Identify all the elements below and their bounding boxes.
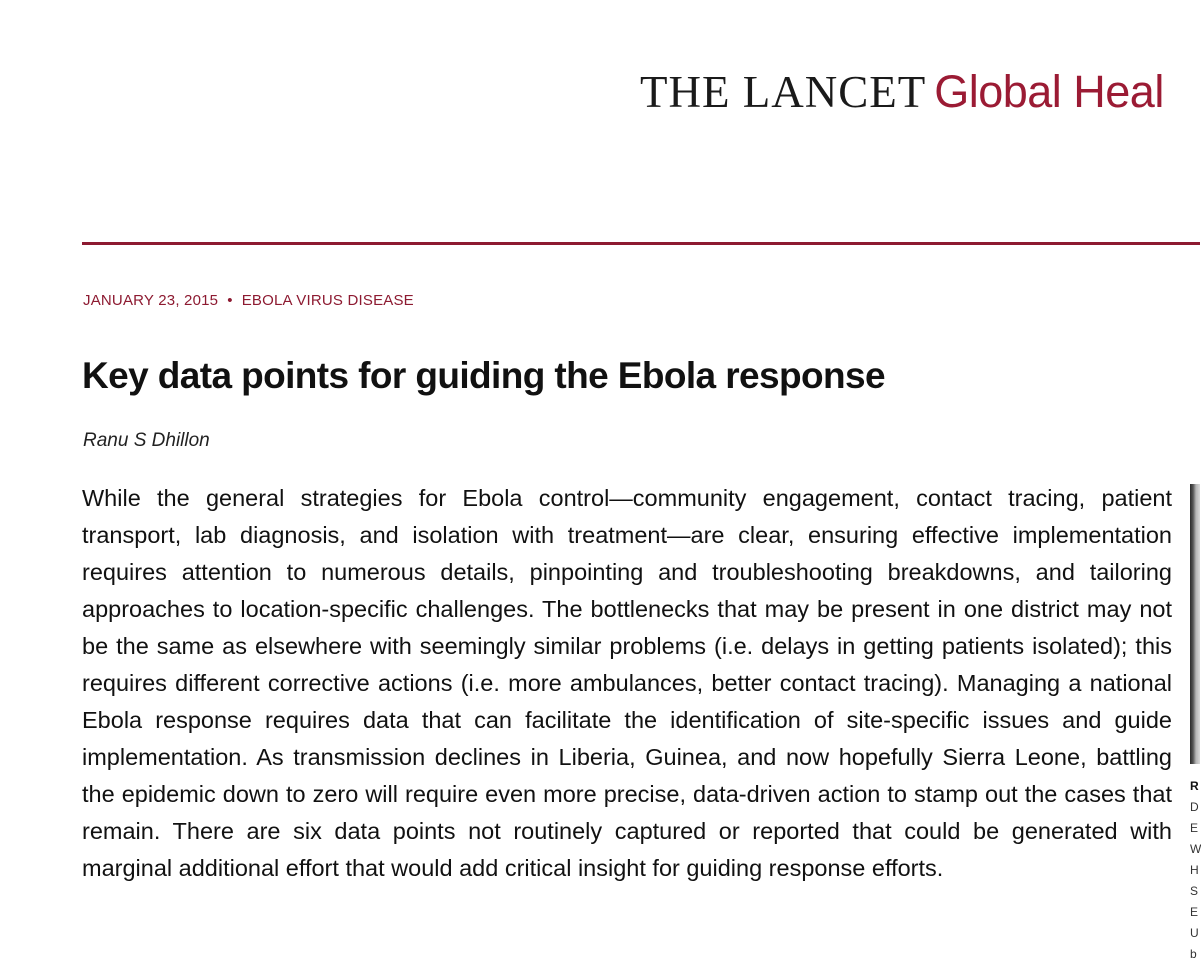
- caption-line: W: [1190, 842, 1201, 856]
- journal-section: Global Heal: [934, 66, 1164, 117]
- caption-line: R: [1190, 779, 1199, 793]
- article-date: JANUARY 23, 2015: [83, 292, 219, 309]
- meta-separator: •: [227, 292, 233, 309]
- photo-caption: [1190, 776, 1200, 965]
- article-title: Key data points for guiding the Ebola response: [82, 355, 885, 396]
- caption-line: H: [1190, 863, 1199, 877]
- caption-line: E: [1190, 821, 1199, 835]
- caption-line: b: [1190, 947, 1197, 961]
- article-body: While the general strategies for Ebola control—community engagement, contact tracing, patient transport, lab diagnosis, and isolation with treatment—are clear, ensuring effective implementation requires attention to numerous details, pinpointing and troubleshooting breakdowns, and tailoring approaches to location-specific challenges. The bottlenecks that may be present in one district may not be the same as elsewhere with seemingly similar problems (i.e. delays in getting patients isolated); this requires different corrective actions (i.e. more ambulances, better contact tracing). Managing a national Ebola response requires data that can facilitate the identification of site-specific issues and guide implementation. As transmission declines in Liberia, Guinea, and now hopefully Sierra Leone, battling the epidemic down to zero will require even more precise, data-driven action to stamp out the cases that remain. There are six data points not routinely captured or reported that could be generated with marginal additional effort that would add critical insight for guiding response efforts.: [82, 485, 1172, 881]
- caption-line: D: [1190, 800, 1199, 814]
- journal-masthead[interactable]: [640, 66, 1164, 118]
- author-photo: [1190, 484, 1200, 764]
- caption-line: E: [1190, 905, 1199, 919]
- article-author[interactable]: Ranu S Dhillon: [83, 430, 210, 451]
- journal-name: THE LANCET: [640, 67, 927, 117]
- caption-line: S: [1190, 884, 1199, 898]
- article-meta: [83, 292, 414, 309]
- article-category[interactable]: EBOLA VIRUS DISEASE: [241, 292, 414, 309]
- caption-line: U: [1190, 926, 1199, 940]
- header-divider: [82, 242, 1200, 245]
